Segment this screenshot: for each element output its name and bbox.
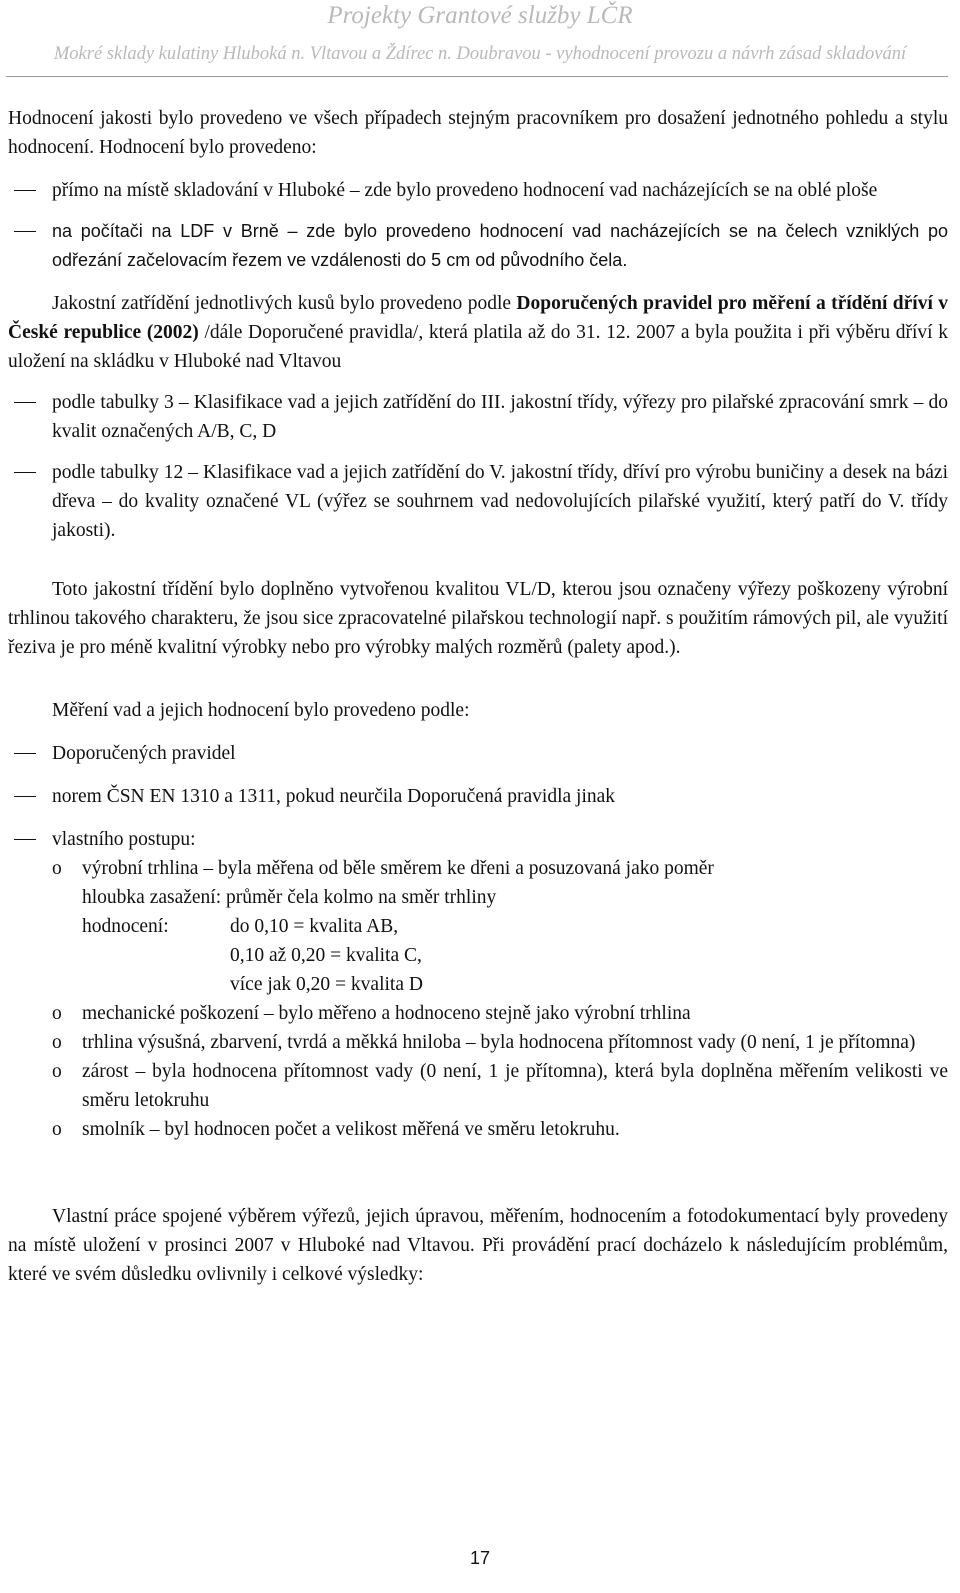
circle-bullet-icon: o: [52, 1061, 62, 1082]
grade-row: [8, 912, 948, 941]
list-item: [8, 176, 948, 205]
list-item-text: na počítači na LDF v Brně – zde bylo provedeno hodnocení vad nacházejících se na čelech vzniklých po odřezání začelovacím řezem ve vzdálenosti do 5 cm od původního čela.: [52, 221, 948, 270]
classification-text-after: /dále Doporučené pravidla/, která platila až do 31. 12. 2007 a byla použita i při výběru dříví k uložení na skládku v Hluboké nad Vltavou: [8, 322, 949, 372]
circle-bullet-icon: o: [52, 1003, 62, 1024]
list-item: [8, 388, 948, 446]
grade-value: více jak 0,20 = kvalita D: [230, 974, 423, 995]
grade-value: do 0,10 = kvalita AB,: [230, 916, 399, 937]
list-item-text: podle tabulky 12 – Klasifikace vad a jejich zatřídění do V. jakostní třídy, dříví pro výrobu buničiny a desek na bázi dřeva – do kvality označené VL (výřez se souhrnem vad nedovolujících pilařské využití, který patří do V. třídy jakosti).: [52, 462, 948, 541]
classification-paragraph: [8, 289, 948, 376]
measurement-intro: Měření vad a jejich hodnocení bylo provedeno podle:: [52, 700, 470, 721]
header-title: Projekty Grantové služby LČR: [327, 2, 633, 29]
grading-label: hodnocení:: [82, 916, 169, 937]
page-number: 17: [469, 1548, 491, 1568]
circle-bullet-icon: o: [52, 1119, 62, 1140]
procedure-item-text: mechanické poškození – bylo měřeno a hodnoceno stejně jako výrobní trhlina: [82, 1003, 691, 1024]
header-divider: [6, 76, 948, 77]
classification-list: [8, 388, 948, 545]
list-item: [8, 739, 948, 768]
procedure-list: [8, 854, 948, 1144]
procedure-item-text: zárost – byla hodnocena přítomnost vady (0 není, 1 je přítomna), která byla doplněna měřením velikosti ve směru letokruhu: [82, 1061, 948, 1111]
list-item: [8, 825, 948, 854]
quality-note-paragraph: Toto jakostní třídění bylo doplněno vytvořenou kvalitou VL/D, kterou jsou označeny výřezy poškozeny výrobní trhlinou takového charakteru, že jsou sice zpracovatelné pilařskou technologií např. s použitím rámových pil, ale využití řeziva je pro méně kvalitní výrobky nebo pro výrobky malých rozměrů (palety apod.).: [8, 579, 948, 658]
intro-paragraph: Hodnocení jakosti bylo provedeno ve všech případech stejným pracovníkem pro dosažení jednotného pohledu a stylu hodnocení. Hodnocení bylo provedeno:: [8, 108, 948, 158]
measurement-list: [8, 739, 948, 854]
classification-text: Jakostní zatřídění jednotlivých kusů bylo provedeno podle: [52, 293, 517, 314]
grade-value: 0,10 až 0,20 = kvalita C,: [230, 945, 422, 966]
list-item: [8, 782, 948, 811]
crack-ratio: hloubka zasažení: průměr čela kolmo na směr trhliny: [82, 887, 497, 908]
list-item-text: přímo na místě skladování v Hluboké – zde bylo provedeno hodnocení vad nacházejících se na oblé ploše: [52, 180, 878, 201]
procedure-item-text: smolník – byl hodnocen počet a velikost měřená ve směru letokruhu.: [82, 1119, 620, 1140]
closing-paragraph: Vlastní práce spojené výběrem výřezů, jejich úpravou, měřením, hodnocením a fotodokumentací byly provedeny na místě uložení v prosinci 2007 v Hluboké nad Vltavou. Při provádění prací docházelo k následujícím problémům, které ve svém důsledku ovlivnily i celkové výsledky:: [8, 1206, 948, 1285]
header-subtitle: Mokré sklady kulatiny Hluboká n. Vltavou a Ždírec n. Doubravou - vyhodnocení provozu a návrh zásad skladování: [53, 44, 907, 64]
grade-row: [8, 941, 948, 970]
procedure-item-text: trhlina výsušná, zbarvení, tvrdá a měkká hniloba – byla hodnocena přítomnost vady (0 není, 1 je přítomna): [82, 1032, 916, 1053]
procedure-item: [8, 1057, 948, 1115]
list-item: [8, 217, 948, 275]
crack-description: výrobní trhlina – byla měřena od běle směrem ke dřeni a posuzovaná jako poměr: [82, 858, 714, 879]
list-item: [8, 458, 948, 545]
list-item-text: norem ČSN EN 1310 a 1311, pokud neurčila Doporučená pravidla jinak: [52, 786, 616, 807]
procedure-item: [8, 854, 948, 912]
procedure-item: [8, 1115, 948, 1144]
list-item-text: vlastního postupu:: [52, 829, 196, 850]
classification-source: Doporučených pravidel pro měření a třídění dříví v České republice (2002): [8, 293, 949, 343]
circle-bullet-icon: o: [52, 1032, 62, 1053]
grade-row: [8, 970, 948, 999]
procedure-item: [8, 1028, 948, 1057]
list-item-text: podle tabulky 3 – Klasifikace vad a jejich zatřídění do III. jakostní třídy, výřezy pro pilařské zpracování smrk – do kvalit označených A/B, C, D: [52, 392, 948, 442]
procedure-item: [8, 999, 948, 1028]
circle-bullet-icon: o: [52, 858, 62, 879]
crack-grading: [8, 912, 948, 999]
list-item-text: Doporučených pravidel: [52, 743, 236, 764]
intro-list: [8, 176, 948, 275]
document-body: [8, 104, 948, 1289]
